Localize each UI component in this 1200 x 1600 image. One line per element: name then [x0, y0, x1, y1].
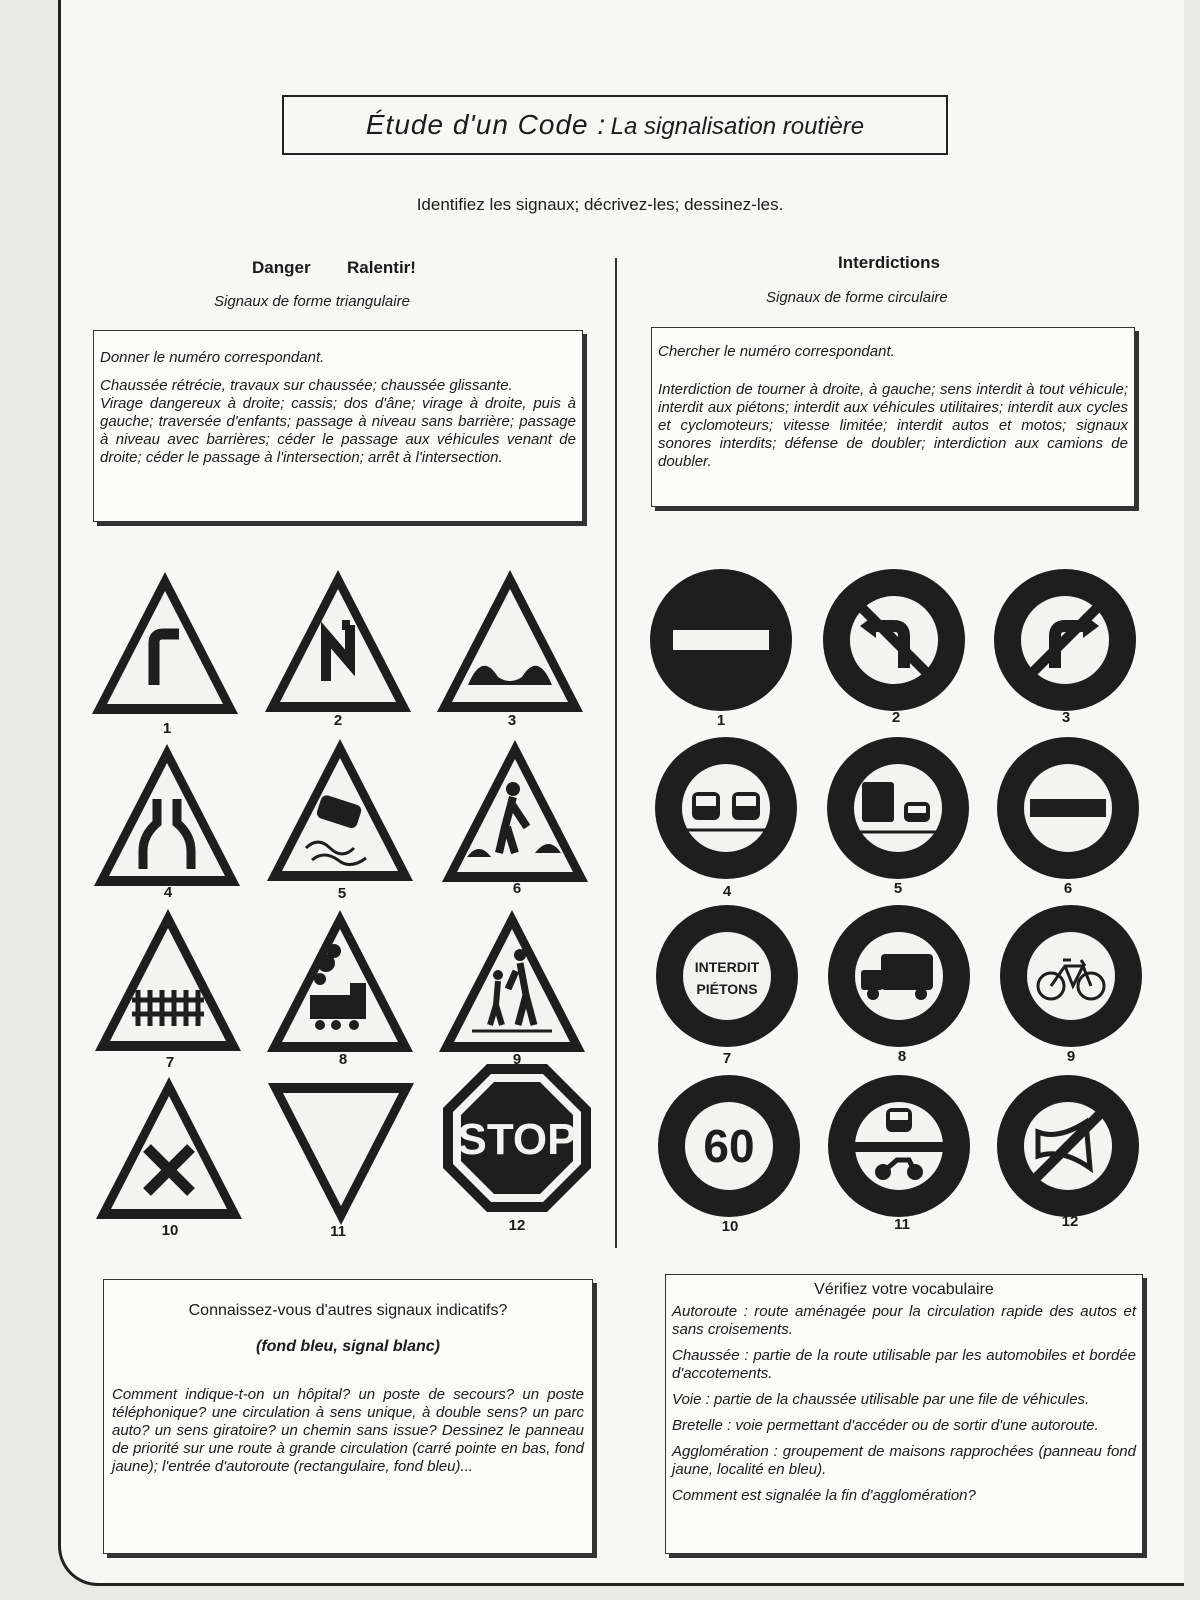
triangle-box-line2: Chaussée rétrécie, travaux sur chaussée; chaussée glissante. — [100, 377, 513, 394]
triangle-box-line1: Donner le numéro correspondant. — [100, 349, 325, 366]
triangle-number: 5 — [337, 885, 347, 902]
other-signs-subtitle: (fond bleu, signal blanc) — [256, 1338, 440, 1355]
circle-number: 2 — [891, 709, 901, 726]
sign-sharp-right-bend — [92, 572, 238, 714]
circle-number: 9 — [1066, 1048, 1076, 1065]
heading-interdictions: Interdictions — [838, 253, 941, 272]
sign-no-goods-vehicles — [828, 905, 970, 1047]
speed-limit-value: 60 — [703, 1120, 755, 1172]
sign-give-way — [268, 1083, 414, 1225]
triangle-box-line3: Virage dangereux à droite; cassis; dos d'âne; virage à droite, puis à gauche; traversée d'enfants; passage à niveau sans barrière; passage à niveau avec barrières; céder le passage aux véhicules venant de droite; céder le passage à l'intersection; arrêt à l'intersection. — [100, 395, 576, 466]
sign-no-vehicles — [997, 737, 1139, 879]
vocabulary-item: Autoroute : route aménagée pour la circulation rapide des autos et sans croisements. — [672, 1303, 1136, 1338]
stop-label: STOP — [457, 1115, 577, 1164]
triangle-number: 9 — [512, 1051, 522, 1068]
other-signs-text: Comment indique-t-on un hôpital? un poste de secours? un poste téléphonique? une circulation à sens unique, à double sens? un parc auto? un sens giratoire? un chemin sans issue? Dessinez le panneau de priorité sur une route à grande circulation (carré pointe en bas, fond jaune); l'entrée d'autoroute (rectangulaire, fond bleu)... — [112, 1386, 584, 1475]
circle-number: 3 — [1061, 709, 1071, 726]
triangle-number: 8 — [338, 1051, 348, 1068]
triangle-number: 12 — [508, 1217, 526, 1234]
sign-no-bicycles — [1000, 905, 1142, 1047]
vocabulary-item: Voie : partie de la chaussée utilisable par une file de véhicules. — [672, 1391, 1090, 1408]
triangle-number: 4 — [163, 884, 173, 901]
sign-no-right-turn — [994, 569, 1136, 711]
other-signs-box — [103, 1279, 593, 1554]
sign-level-crossing-barrier — [95, 909, 241, 1051]
pedestrian-line1: INTERDIT — [694, 959, 760, 975]
triangle-number: 6 — [512, 880, 522, 897]
vocabulary-item: Agglomération : groupement de maisons rapprochées (panneau fond jaune, localité en bleu). — [672, 1443, 1136, 1478]
circle-number: 1 — [716, 712, 726, 729]
circle-box-line1: Chercher le numéro correspondant. — [658, 343, 895, 360]
sign-level-crossing-no-barrier — [267, 910, 413, 1052]
circle-number: 8 — [897, 1048, 907, 1065]
triangle-number: 11 — [330, 1223, 346, 1240]
triangle-number: 7 — [165, 1054, 175, 1071]
circle-box-line2: Interdiction de tourner à droite, à gauche; sens interdit à tout véhicule; interdit aux piétons; interdit aux véhicules utilitaires; interdit aux cycles et cyclomoteurs; vitesse limitée; interdit autos et motos; signaux sonores interdits; défense de doubler; interdiction aux camions de doubler. — [658, 381, 1128, 470]
circle-number: 7 — [722, 1050, 732, 1067]
circle-number: 10 — [721, 1218, 739, 1235]
sign-no-horns — [997, 1075, 1139, 1217]
sign-stop — [443, 1064, 591, 1212]
circle-number: 11 — [894, 1216, 910, 1233]
sign-no-pedestrians — [656, 905, 798, 1047]
vocabulary-item: Bretelle : voie permettant d'accéder ou de sortir d'une autoroute. — [672, 1417, 1099, 1434]
circle-number: 5 — [893, 880, 903, 897]
sign-roadworks — [442, 740, 588, 882]
sign-no-left-turn — [823, 569, 965, 711]
sign-no-entry — [650, 569, 792, 711]
title-part-1: Étude d'un Code : — [365, 109, 607, 140]
pedestrian-line2: PIÉTONS — [696, 981, 758, 997]
sign-no-overtaking-trucks — [827, 737, 969, 879]
sign-children-crossing — [439, 910, 585, 1052]
circle-number: 12 — [1061, 1213, 1079, 1230]
sign-bumps — [437, 570, 583, 712]
other-signs-title: Connaissez-vous d'autres signaux indicatifs? — [188, 1302, 508, 1319]
instruction: Identifiez les signaux; décrivez-les; dessinez-les. — [416, 195, 784, 214]
triangle-number: 10 — [161, 1222, 179, 1239]
vocabulary-title: Vérifiez votre vocabulaire — [814, 1281, 994, 1298]
sign-no-cars-and-motorcycles — [828, 1075, 970, 1217]
vocabulary-box — [665, 1274, 1143, 1554]
title-part-2: La signalisation routière — [610, 113, 865, 140]
sign-double-bend — [265, 570, 411, 712]
sign-road-narrows — [94, 744, 240, 886]
circle-number: 6 — [1063, 880, 1073, 897]
subheading-triangular: Signaux de forme triangulaire — [214, 293, 410, 310]
triangle-number: 2 — [333, 712, 343, 729]
sign-intersection — [96, 1077, 242, 1219]
triangle-number: 1 — [162, 720, 172, 737]
circle-number: 4 — [722, 883, 732, 900]
sign-slippery-road — [267, 739, 413, 881]
subheading-circular: Signaux de forme circulaire — [766, 289, 948, 306]
sign-speed-limit — [658, 1075, 800, 1217]
triangle-number: 3 — [507, 712, 517, 729]
heading-ralentir: Ralentir! — [347, 258, 416, 277]
heading-danger: Danger — [252, 258, 311, 277]
sign-no-overtaking — [655, 737, 797, 879]
vocabulary-item: Comment est signalée la fin d'agglomération? — [672, 1487, 976, 1504]
vocabulary-item: Chaussée : partie de la route utilisable par les automobiles et bordée d'accotements. — [672, 1347, 1136, 1382]
